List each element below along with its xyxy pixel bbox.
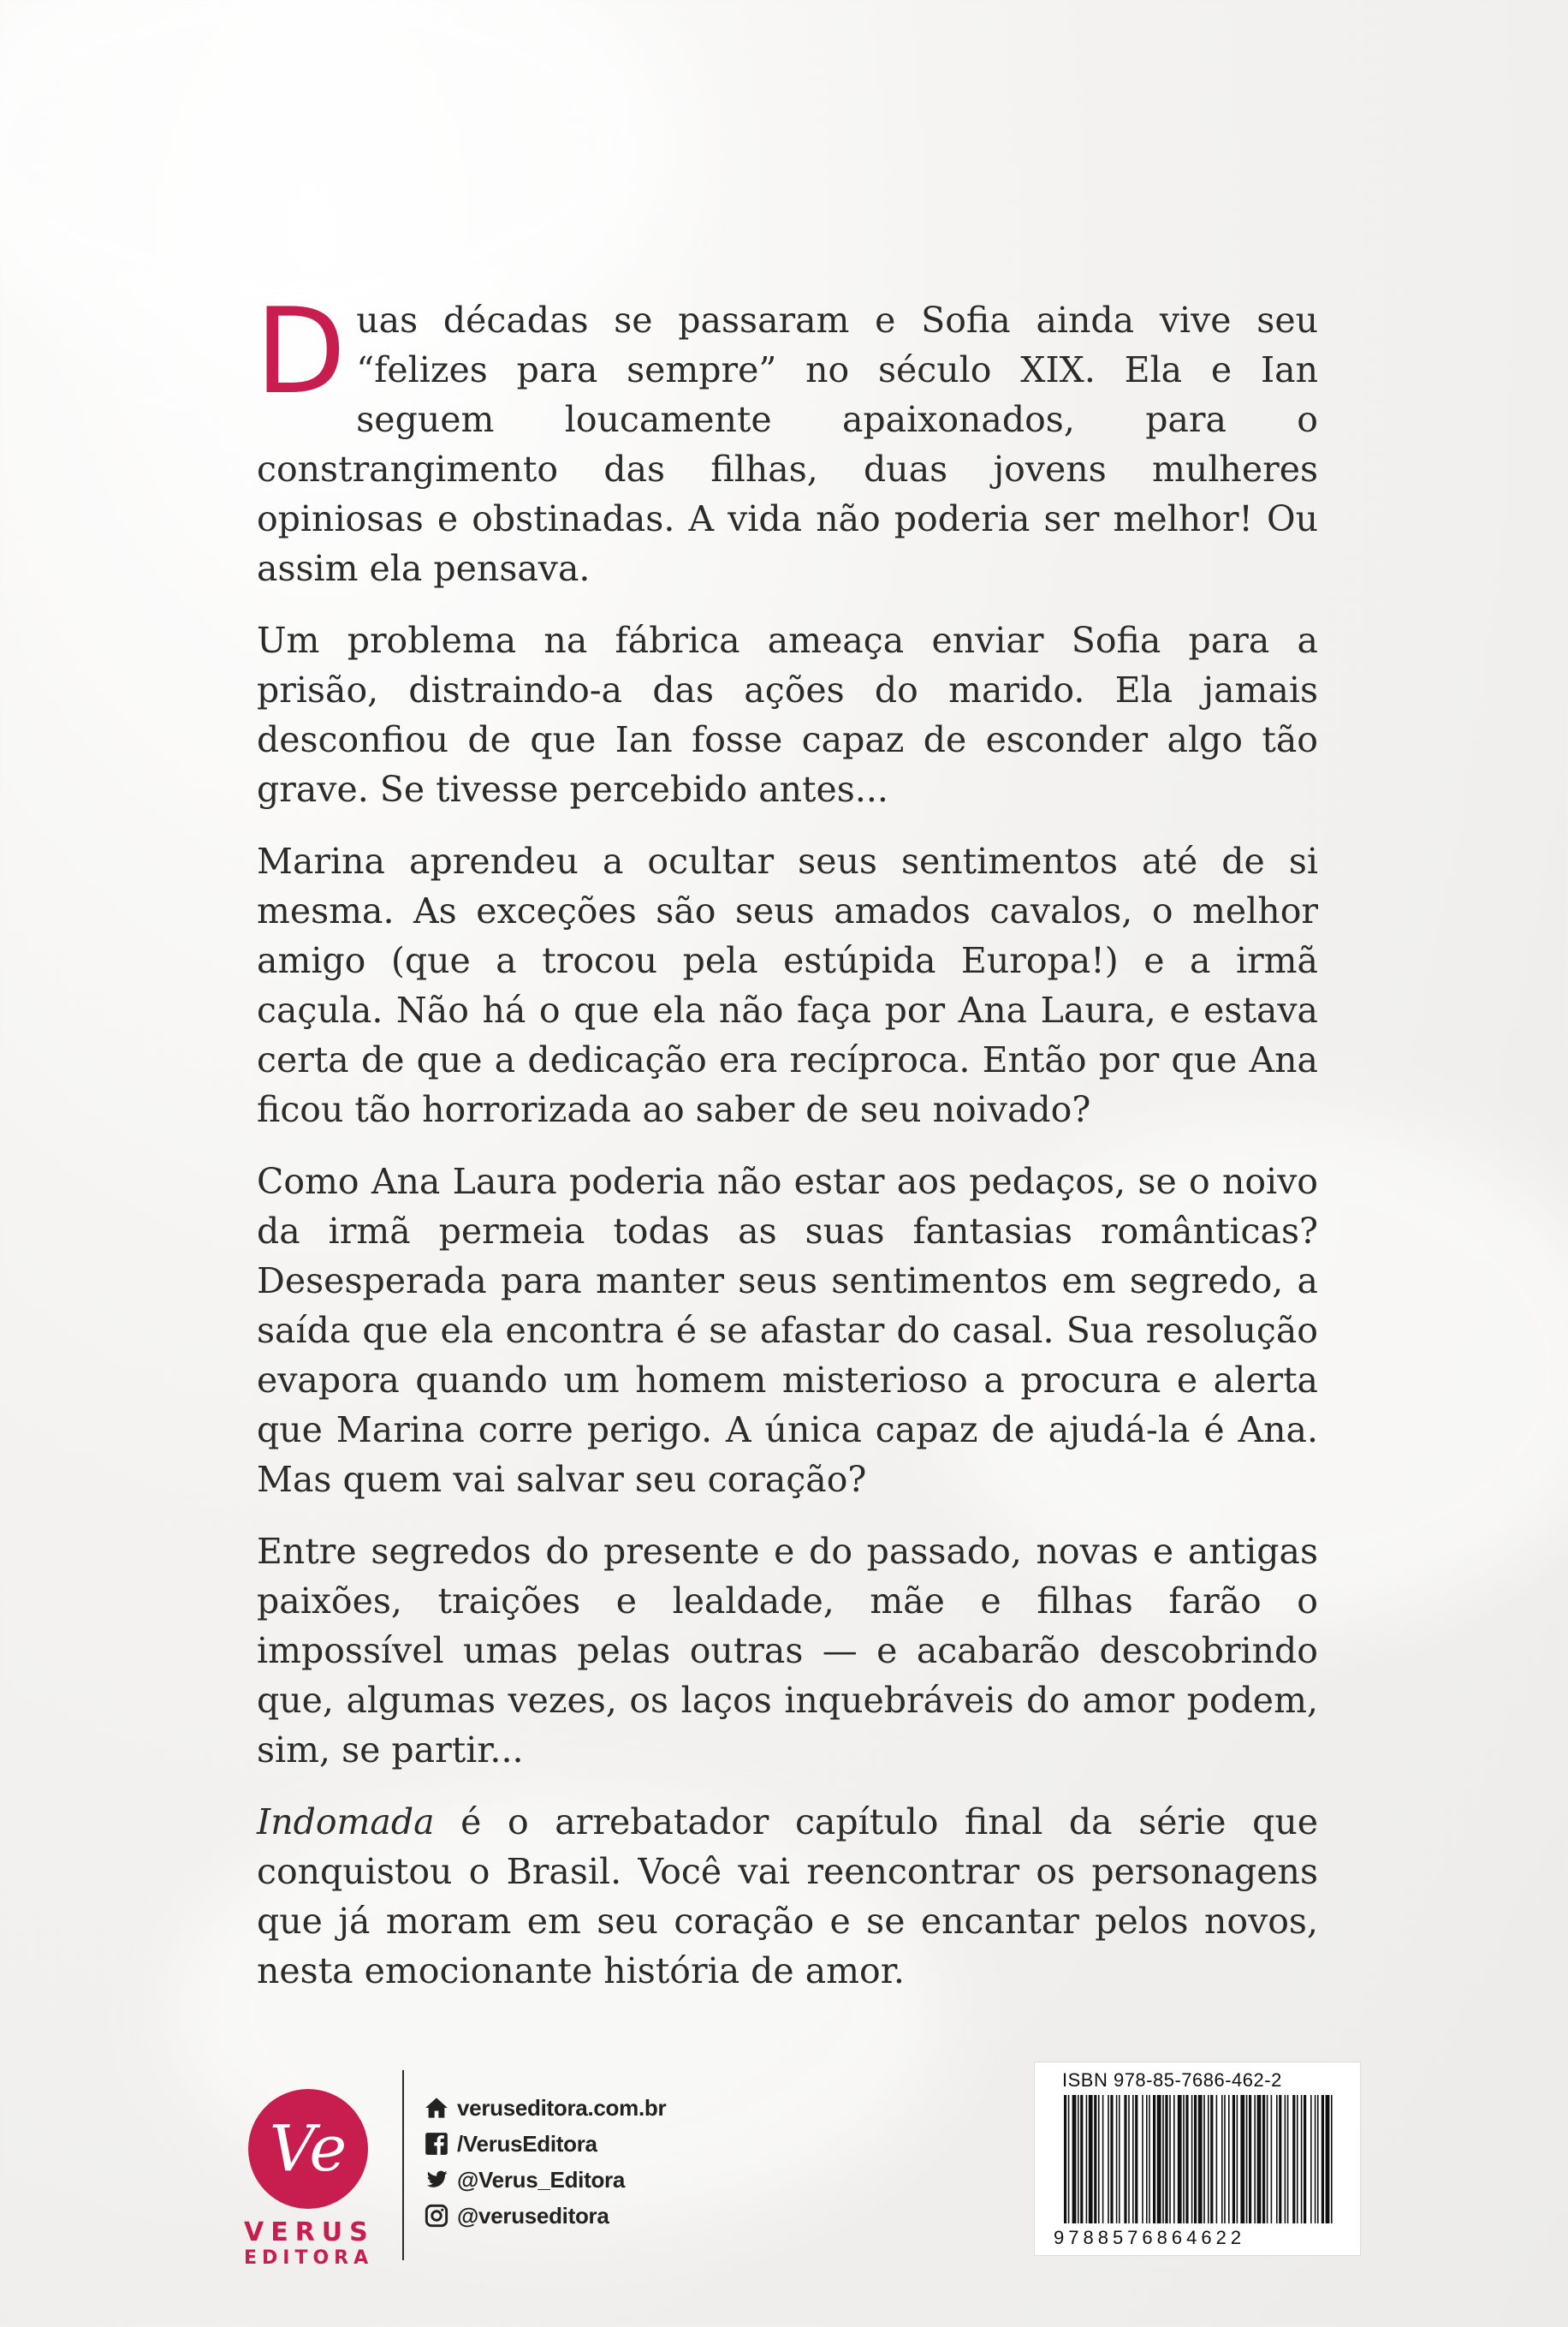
contact-instagram[interactable] <box>425 2199 666 2232</box>
barcode-bar <box>1249 2095 1251 2223</box>
barcode-bar <box>1208 2095 1209 2223</box>
barcode-bar <box>1098 2095 1100 2223</box>
barcode-bar <box>1267 2095 1268 2223</box>
barcode-bar <box>1292 2095 1295 2223</box>
barcode-bar <box>1191 2095 1193 2223</box>
barcode-bar <box>1262 2095 1265 2223</box>
contact-website[interactable] <box>425 2092 666 2124</box>
barcode-bar <box>1326 2095 1330 2223</box>
drop-cap: D <box>255 283 347 420</box>
contact-website-text: veruseditora.com.br <box>457 2094 667 2121</box>
twitter-icon <box>425 2168 448 2192</box>
contact-instagram-text: @veruseditora <box>457 2202 609 2229</box>
contact-facebook-text: /VerusEditora <box>457 2130 597 2157</box>
barcode-bar <box>1331 2095 1333 2223</box>
barcode-bar <box>1279 2095 1281 2223</box>
paragraph-1-text: uas décadas se passaram e Sofia ainda vive seu “felizes para sempre” no século XIX. Ela e Ian seguem loucamente apaixonados, para o constrangimento das filhas, duas jovens mulheres opiniosas e obstinadas. A vida não poderia ser melhor! Ou assim ela pensava. <box>257 300 1318 589</box>
contact-twitter-text: @Verus_Editora <box>457 2166 626 2193</box>
book-title: Indomada <box>257 1801 435 1842</box>
barcode-bar <box>1224 2095 1226 2223</box>
barcode-bar <box>1080 2095 1083 2223</box>
barcode-digits: 9788576864622 <box>1054 2227 1246 2248</box>
barcode-bar <box>1078 2095 1079 2223</box>
barcode-bar <box>1165 2095 1167 2223</box>
barcode-bar <box>1162 2095 1164 2223</box>
barcode-bar <box>1072 2095 1077 2223</box>
barcode-bar <box>1198 2095 1203 2223</box>
barcode-bar <box>1285 2095 1286 2223</box>
paragraph-6-text: é o arrebatador capítulo final da série que conquistou o Brasil. Você vai reencontrar os personagens que já moram em seu coração e se encantar pelos novos, nesta emocionante história de amor. <box>257 1801 1318 1991</box>
barcode-bar <box>1124 2095 1126 2223</box>
barcode-bar <box>1102 2095 1104 2223</box>
barcode-bar <box>1153 2095 1155 2223</box>
barcode-bar <box>1183 2095 1185 2223</box>
barcode-bar <box>1142 2095 1143 2223</box>
paragraph-4: Como Ana Laura poderia não estar aos pedaços, se o noivo da irmã permeia todas as suas fantasias românticas? Desesperada para manter seus sentimentos em segredo, a saída que ela encontra é se afastar do casal. Sua resolução evapora quando um homem misterioso a procura e alerta que Marina corre perigo. A única capaz de ajudá-la é Ana. Mas quem vai salvar seu coração? <box>257 1161 1318 1500</box>
barcode-bar <box>1173 2095 1175 2223</box>
barcode-bar <box>1257 2095 1262 2223</box>
back-cover-blurb <box>255 283 1318 2018</box>
barcode-bar <box>1228 2095 1230 2223</box>
barcode-bar <box>1304 2095 1306 2223</box>
barcode-bar <box>1135 2095 1137 2223</box>
publisher-name: VERUS <box>244 2217 375 2247</box>
contact-list <box>425 2092 666 2235</box>
barcode-bar <box>1110 2095 1113 2223</box>
facebook-icon <box>425 2132 448 2156</box>
paragraph-3: Marina aprendeu a ocultar seus sentimentos até de si mesma. As exceções são seus amados cavalos, o melhor amigo (que a trocou pela estúpida Europa!) e a irmã caçula. Não há o que ela não faça por Ana Laura, e estava certa de que a dedicação era recíproca. Então por que Ana ficou tão horrorizada ao saber de seu noivado? <box>257 841 1318 1130</box>
barcode-bar <box>1194 2095 1197 2223</box>
home-icon <box>425 2096 448 2120</box>
paragraph-1 <box>255 283 1318 593</box>
barcode-bar <box>1068 2095 1070 2223</box>
barcode-bar <box>1287 2095 1289 2223</box>
barcode-bar <box>1301 2095 1303 2223</box>
barcode-bar <box>1232 2095 1235 2223</box>
barcode-bar <box>1149 2095 1150 2223</box>
barcode-bars <box>1064 2095 1333 2232</box>
barcode-bar <box>1203 2095 1205 2223</box>
barcode-bar <box>1315 2095 1316 2223</box>
barcode-bar <box>1216 2095 1218 2223</box>
barcode-bar <box>1146 2095 1148 2223</box>
paragraph-5: Entre segredos do presente e do passado, novas e antigas paixões, traições e lealdade, mãe e filhas farão o impossível umas pelas outras — e acabarão descobrindo que, algumas vezes, os laços inquebráveis do amor podem, sim, se partir... <box>257 1531 1318 1771</box>
contact-twitter[interactable] <box>425 2163 666 2196</box>
barcode-bar <box>1322 2095 1324 2223</box>
barcode-bar <box>1089 2095 1093 2223</box>
publisher-logo <box>244 2089 375 2269</box>
barcode-bar <box>1185 2095 1188 2223</box>
barcode-bar <box>1221 2095 1223 2223</box>
barcode-bar <box>1108 2095 1109 2223</box>
barcode-bar <box>1119 2095 1120 2223</box>
barcode-bar <box>1094 2095 1096 2223</box>
logo-monogram: Ve <box>248 2089 368 2209</box>
barcode-bar <box>1116 2095 1118 2223</box>
barcode-bar <box>1276 2095 1278 2223</box>
barcode-bar <box>1128 2095 1130 2223</box>
contact-facebook[interactable] <box>425 2128 666 2160</box>
barcode-bar <box>1271 2095 1273 2223</box>
barcode-bar <box>1246 2095 1248 2223</box>
barcode-bar <box>1310 2095 1312 2223</box>
barcode-bar <box>1254 2095 1256 2223</box>
barcode-bar <box>1157 2095 1161 2223</box>
barcode-bar <box>1132 2095 1134 2223</box>
barcode-bar <box>1240 2095 1244 2223</box>
instagram-icon <box>425 2204 448 2228</box>
barcode-bar <box>1086 2095 1088 2223</box>
barcode-bar <box>1237 2095 1238 2223</box>
barcode-bar <box>1169 2095 1171 2223</box>
barcode-bar <box>1317 2095 1319 2223</box>
barcode-bar <box>1064 2095 1066 2223</box>
isbn-number: ISBN 978-85-7686-462-2 <box>1062 2069 1282 2091</box>
barcode-bar <box>1178 2095 1182 2223</box>
isbn-barcode <box>1034 2062 1361 2256</box>
barcode-bar <box>1297 2095 1298 2223</box>
paragraph-2: Um problema na fábrica ameaça enviar Sofia para a prisão, distraindo-a das ações do marido. Ela jamais desconfiou de que Ian fosse capaz de esconder algo tão grave. Se tivesse percebido antes... <box>257 620 1318 810</box>
publisher-subtitle: EDITORA <box>244 2247 374 2269</box>
paragraph-6 <box>257 1797 1318 1996</box>
barcode-bar <box>1210 2095 1213 2223</box>
divider <box>402 2070 404 2260</box>
